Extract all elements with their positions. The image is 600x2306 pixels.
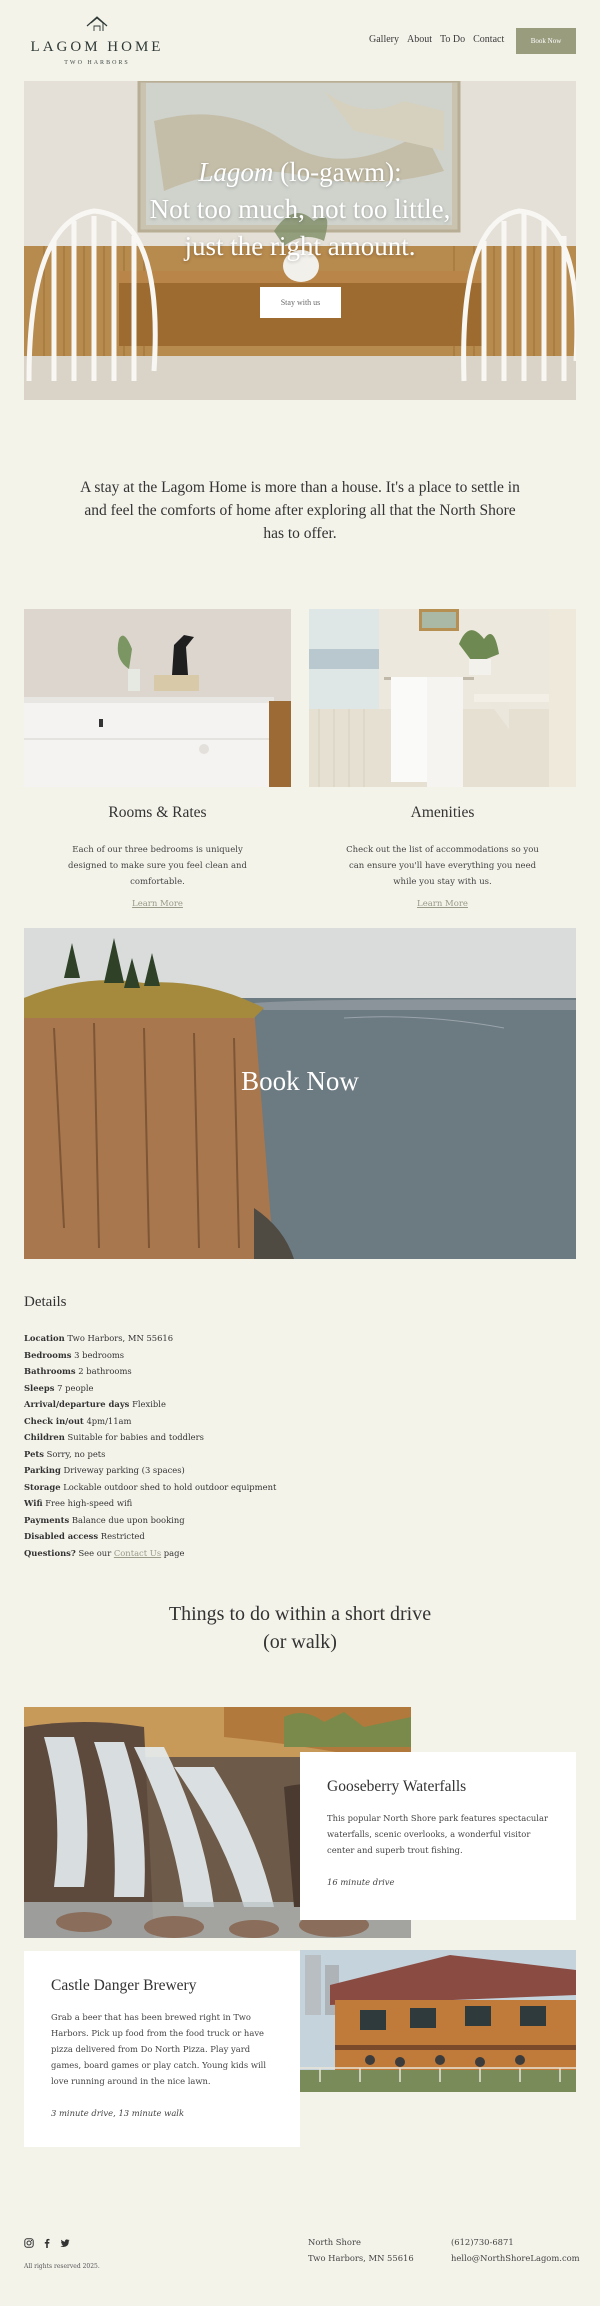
detail-row: Disabled access Restricted [24,1531,145,1541]
book-now-banner[interactable] [24,928,576,1259]
nav-about[interactable]: About [407,34,432,45]
detail-row: Sleeps 7 people [24,1382,94,1393]
brand-logo[interactable] [22,14,172,66]
rooms-title: Rooms & Rates [108,804,207,821]
intro-text: A stay at the Lagom Home is more than a house. It's a place to settle in and feel the comforts of home after exploring all that the North Shore has to offer. [80,479,520,542]
detail-row: Arrival/departure days Flexible [24,1399,166,1409]
hero-line-2: Not too much, not too little, [149,194,451,224]
footer-phone[interactable]: (612)730-6871 [451,2237,514,2247]
nav-contact[interactable]: Contact [473,34,505,45]
hero-title-rest: (lo-gawm): [273,157,402,187]
amenities-photo [309,609,576,787]
detail-row: Payments Balance due upon booking [24,1514,185,1525]
nav-todo[interactable]: To Do [440,34,466,45]
detail-row: Location Two Harbors, MN 55616 [24,1333,174,1343]
twitter-icon[interactable] [60,2233,70,2243]
rooms-learn-more-link[interactable]: Learn More [132,899,183,909]
brewery-title: Castle Danger Brewery [51,1977,197,1994]
amenities-learn-more-link[interactable]: Learn More [417,899,468,909]
detail-row: Storage Lockable outdoor shed to hold outdoor equipment [24,1481,277,1492]
detail-row: Children Suitable for babies and toddlers [24,1432,204,1442]
hero-line-3: just the right amount. [184,231,416,261]
detail-row: Check in/out 4pm/11am [24,1415,132,1426]
footer-contact [451,2234,580,2266]
hero-section [24,81,576,400]
brewery-drive-time: 3 minute drive, 13 minute walk [51,2108,185,2118]
rooms-text: Each of our three bedrooms is uniquely designed to make sure you feel clean and comfortable. [68,845,247,887]
brewery-image [300,1950,576,2092]
details-list [24,1330,424,1561]
footer-address: North Shore Two Harbors, MN 55616 [308,2237,414,2263]
detail-row: Pets Sorry, no pets [24,1448,106,1459]
detail-row: Bathrooms 2 bathrooms [24,1366,132,1376]
waterfalls-text: This popular North Shore park features spectacular waterfalls, scenic overlooks, a wonderful visitor center and superb trout fishing. [327,1813,548,1855]
waterfalls-drive-time: 16 minute drive [327,1877,395,1887]
detail-row-questions: Questions? See our Contact Us page [24,1547,185,1558]
waterfalls-card [300,1752,576,1920]
brewery-card [24,1951,300,2147]
hero-title [24,154,576,265]
brewery-text: Grab a beer that has been brewed right in Two Harbors. Pick up food from the food truck or have pizza delivered from Do North Pizza. Play yard games, board games or play catch. Young kids will love running around in the nice lawn. [51,2012,267,2086]
social-icons [24,2233,70,2243]
facebook-icon[interactable] [42,2233,52,2243]
detail-row: Bedrooms 3 bedrooms [24,1349,125,1360]
instagram-icon[interactable] [24,2233,34,2243]
brand-name: LAGOM HOME [30,39,164,55]
rooms-photo [24,609,291,787]
amenities-image[interactable] [309,609,576,787]
detail-row: Wifi Free high-speed wifi [24,1498,133,1508]
rooms-image[interactable] [24,609,291,787]
amenities-title: Amenities [410,804,475,821]
hero-title-emphasis: Lagom [198,157,274,187]
details-title: Details [24,1294,67,1310]
nav-gallery[interactable]: Gallery [369,34,399,45]
contact-us-link[interactable]: Contact Us [113,1547,162,1558]
banner-book-now-label[interactable]: Book Now [241,1066,359,1096]
todo-section-title: Things to do within a short drive (or walk) [168,1603,432,1653]
brand-tagline: TWO HARBORS [64,60,130,66]
brewery-photo [300,1950,576,2092]
book-now-button[interactable]: Book Now [516,28,576,54]
waterfalls-title: Gooseberry Waterfalls [327,1778,467,1795]
detail-row: Parking Driveway parking (3 spaces) [24,1465,185,1475]
footer-email[interactable]: hello@NorthShoreLagom.com [451,2253,580,2263]
site-header [0,0,600,80]
amenities-text: Check out the list of accommodations so you can ensure you'll have everything you need while you stay with us. [346,845,539,887]
main-nav [369,34,504,45]
copyright-text: All rights reserved 2025. [24,2263,100,2270]
stay-with-us-button[interactable]: Stay with us [260,287,341,318]
house-logo-icon [82,14,112,34]
